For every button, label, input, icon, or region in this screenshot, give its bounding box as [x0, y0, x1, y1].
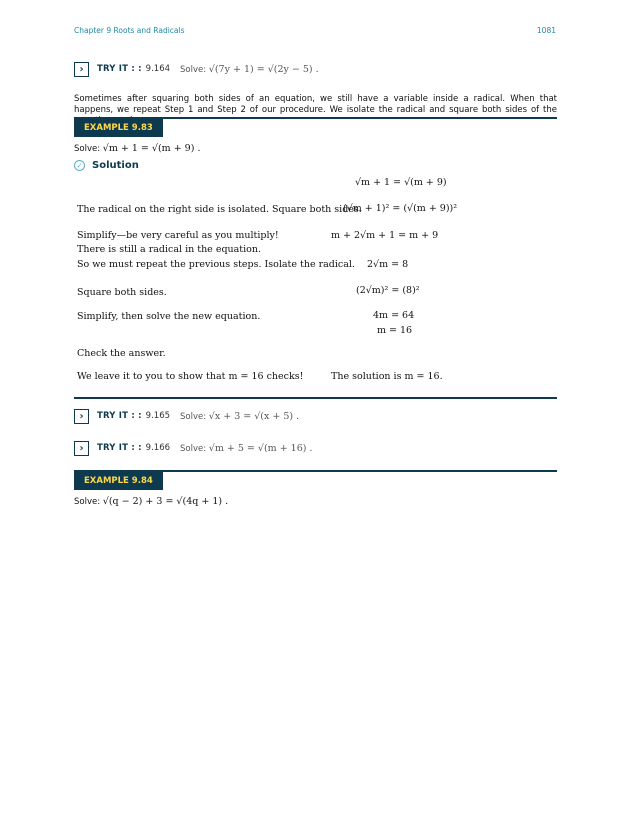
check-circle-icon: ✓	[74, 160, 85, 171]
example-banner: EXAMPLE 9.83	[74, 119, 163, 137]
solution-heading	[74, 160, 139, 171]
solution-label: Solution	[92, 160, 139, 171]
try-it-label: TRY IT : :	[97, 443, 142, 453]
try-it-9-166	[74, 440, 313, 456]
chapter-title: Chapter 9 Roots and Radicals	[74, 26, 185, 35]
try-it-9-165	[74, 408, 300, 424]
try-it-number: 9.166	[145, 443, 171, 453]
step-text: The radical on the right side is isolated. Square both sides.	[77, 204, 362, 215]
example-banner: EXAMPLE 9.84	[74, 472, 163, 490]
try-it-number: 9.165	[145, 411, 171, 421]
intro-paragraph: Sometimes after squaring both sides of an equation, we still have a variable inside a radical. When that happens, we repeat Step 1 and Step 2 of our procedure. We isolate the radical and square both sides of the	[74, 94, 557, 115]
try-it-problem	[180, 443, 313, 454]
try-it-label: TRY IT : :	[97, 64, 142, 74]
step-math: 2√m = 8	[367, 259, 409, 270]
try-it-problem	[180, 411, 299, 422]
solve-label: Solve:	[180, 411, 207, 422]
try-it-label: TRY IT : :	[97, 411, 142, 421]
step-math: 4m = 64	[373, 310, 415, 321]
example-end-rule	[74, 397, 557, 399]
equation: √(7y + 1) = √(2y − 5) .	[208, 63, 319, 75]
equation: √x + 3 = √(x + 5) .	[208, 410, 300, 422]
step-text: Simplify—be very careful as you multiply!	[77, 230, 279, 241]
solve-label: Solve:	[74, 144, 101, 154]
try-it-problem	[180, 64, 319, 75]
chevron-right-icon[interactable]: ›	[74, 441, 89, 456]
step-math: m + 2√m + 1 = m + 9	[331, 230, 439, 241]
try-it-number: 9.164	[145, 64, 171, 74]
equation: √(q − 2) + 3 = √(4q + 1) .	[102, 496, 229, 507]
solve-label: Solve:	[180, 64, 207, 75]
chevron-right-icon[interactable]: ›	[74, 62, 89, 77]
chevron-right-icon[interactable]: ›	[74, 409, 89, 424]
try-it-9-164	[74, 61, 319, 77]
step-text: Check the answer.	[77, 348, 166, 359]
example-problem	[74, 496, 228, 507]
page-number: 1081	[536, 26, 556, 35]
step-text: So we must repeat the previous steps. Isolate the radical.	[77, 259, 355, 270]
solve-label: Solve:	[74, 497, 101, 507]
solve-label: Solve:	[180, 443, 207, 454]
step-text: Simplify, then solve the new equation.	[77, 311, 261, 322]
example-problem	[74, 143, 200, 154]
step-math: (√m + 1)² = (√(m + 9))²	[343, 203, 458, 214]
equation: √m + 5 = √(m + 16) .	[208, 442, 313, 454]
step-math: (2√m)² = (8)²	[356, 285, 420, 296]
equation: √m + 1 = √(m + 9) .	[102, 143, 201, 154]
step-math: √m + 1 = √(m + 9)	[355, 177, 447, 188]
step-text: Square both sides.	[77, 287, 167, 298]
step-text: We leave it to you to show that m = 16 checks!	[77, 371, 304, 382]
step-text: There is still a radical in the equation.	[77, 244, 262, 255]
step-math: The solution is m = 16.	[331, 371, 443, 382]
step-math: m = 16	[377, 325, 413, 336]
